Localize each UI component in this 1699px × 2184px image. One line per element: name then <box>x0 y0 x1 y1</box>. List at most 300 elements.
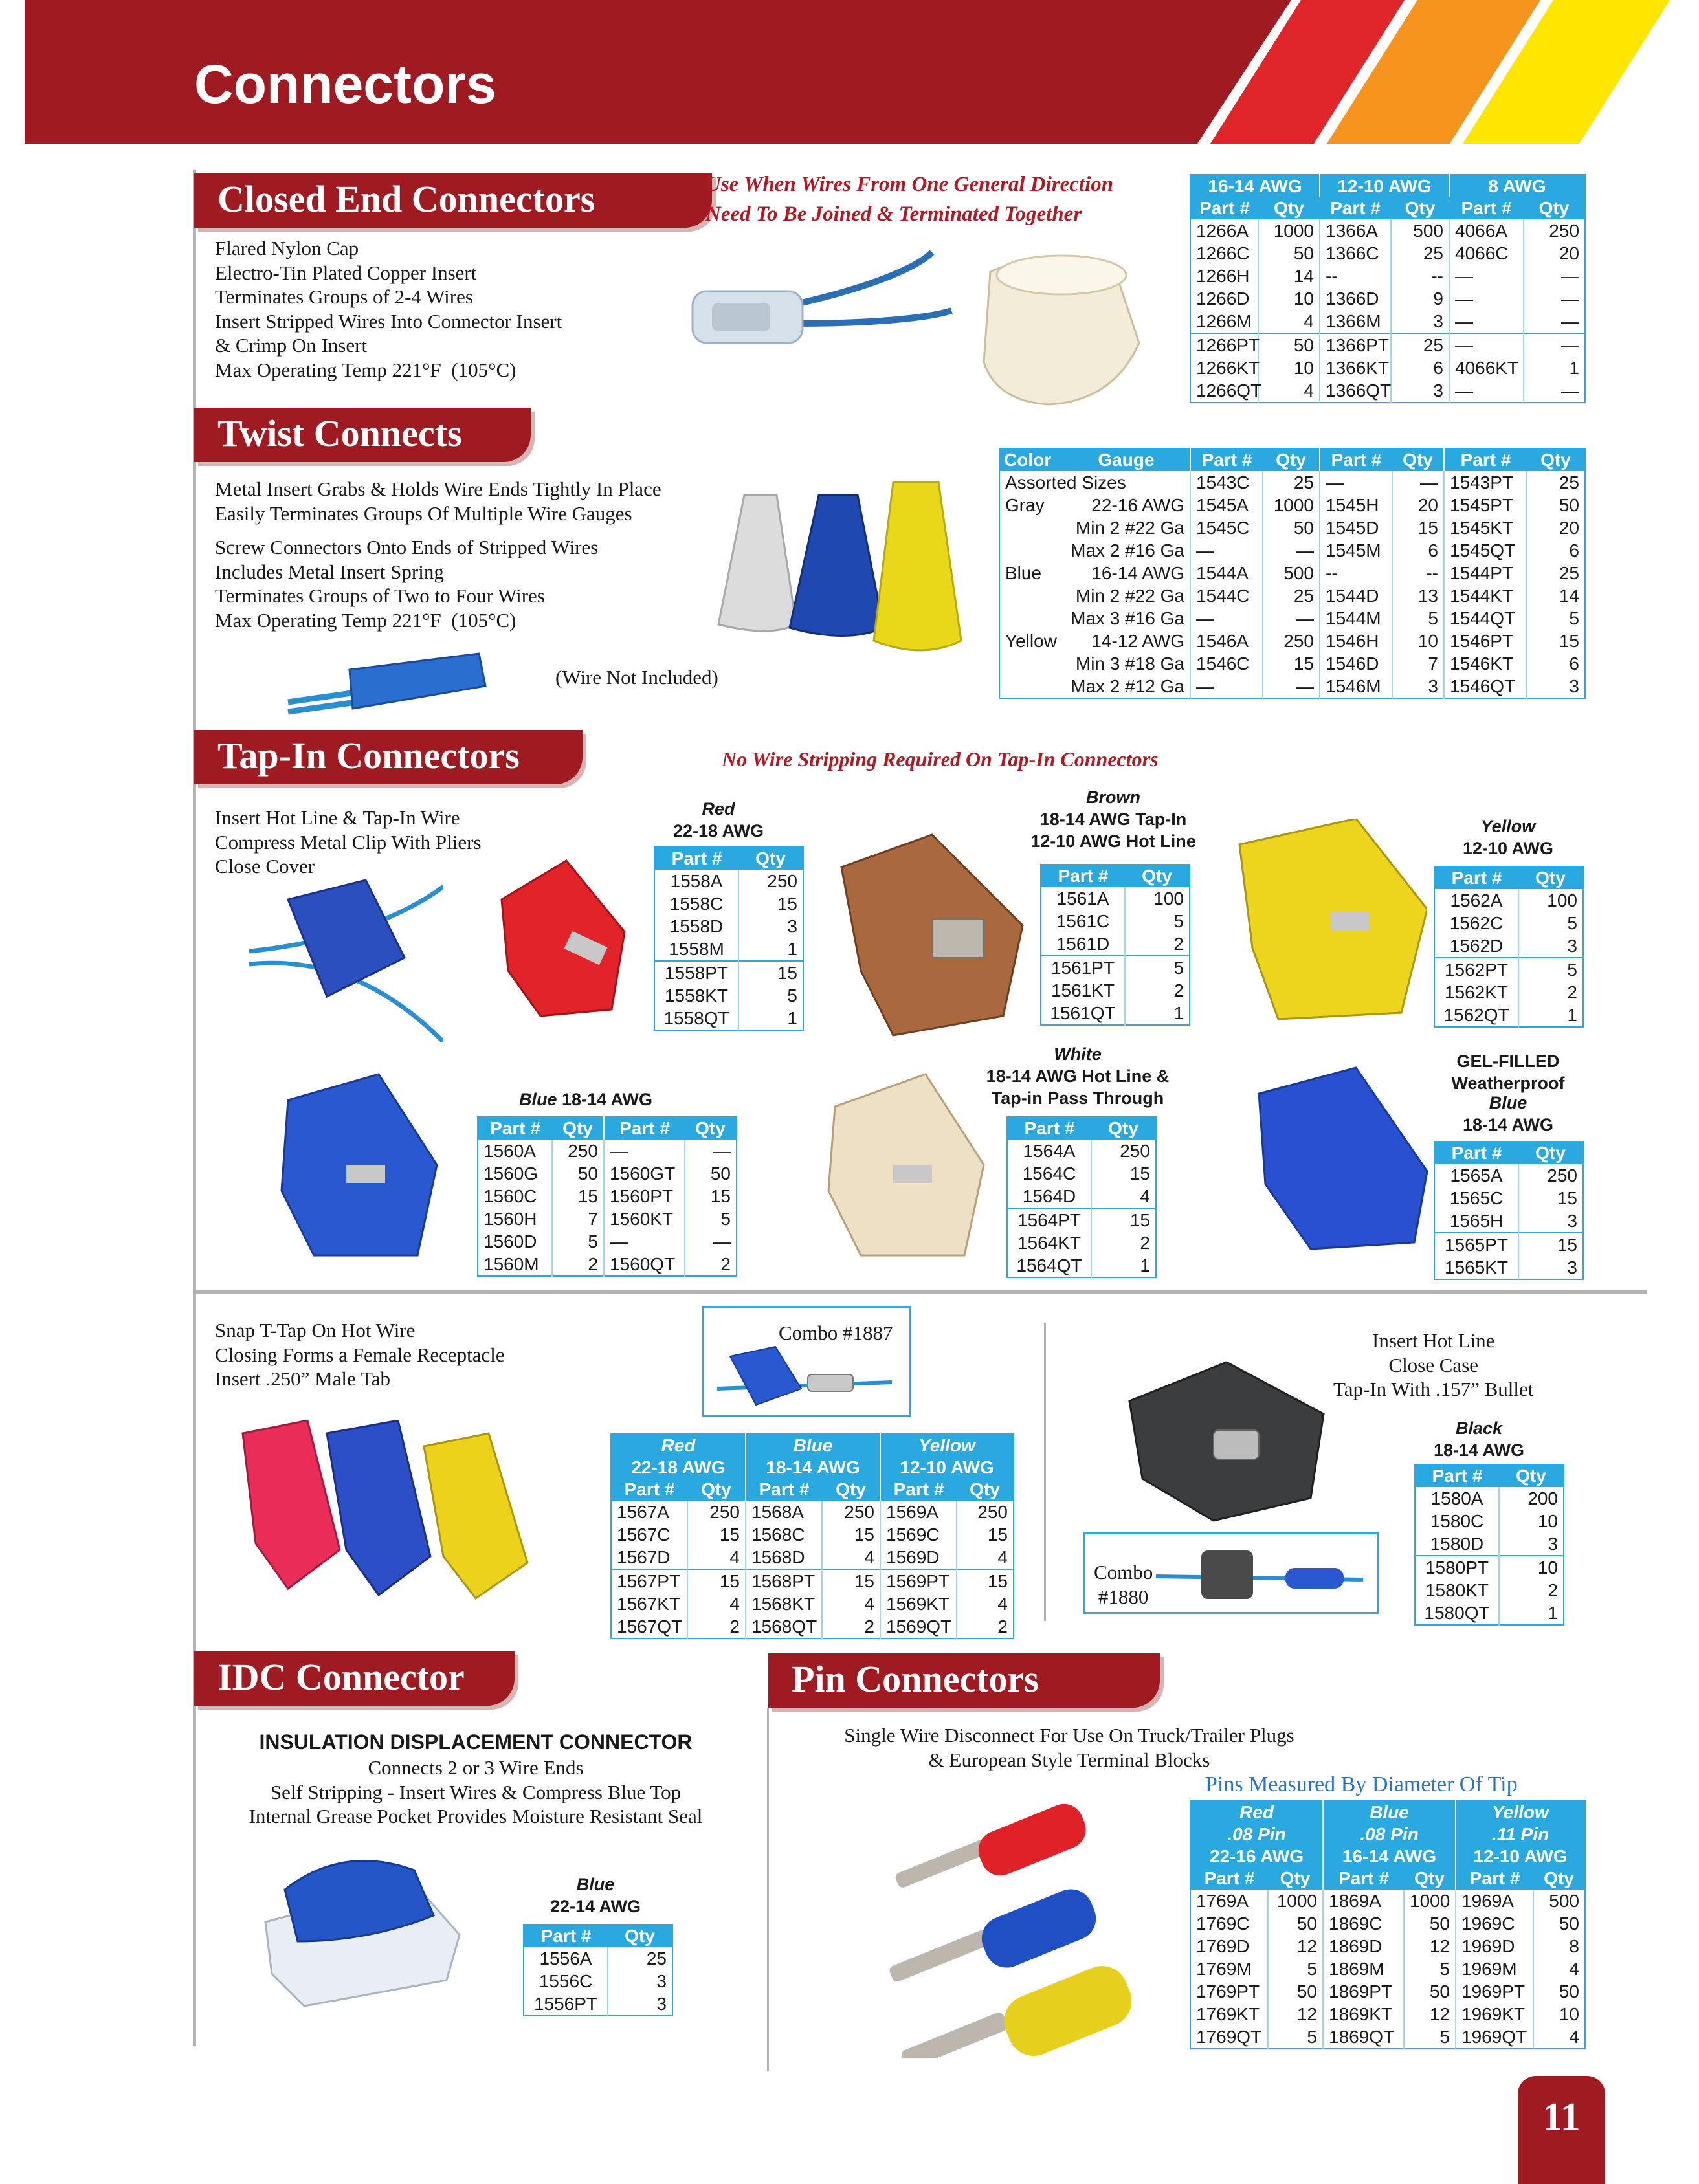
table-cell: Blue <box>1005 563 1042 583</box>
table-row <box>999 516 1585 539</box>
table-cell: 1546A <box>1190 630 1263 652</box>
table-cell: 5 <box>1404 1958 1456 1980</box>
combo-1887-label: Combo #1887 <box>779 1321 893 1344</box>
table-cell: 1564D <box>1022 1186 1076 1206</box>
idc-caption-color: Blue <box>576 1875 615 1894</box>
table-cell: 1568D <box>746 1546 822 1569</box>
gel-caption-gauge: 18-14 AWG <box>1462 1115 1554 1134</box>
table-row <box>999 652 1585 675</box>
table-row <box>654 915 803 938</box>
bullet-table <box>1414 1464 1564 1626</box>
col-part: Part # <box>1444 448 1527 471</box>
table-row <box>478 1185 737 1208</box>
table-row <box>611 1615 1014 1638</box>
col-part: Part # <box>1320 197 1391 219</box>
table-cell: 2 <box>957 1615 1014 1638</box>
table-cell: — <box>1449 265 1524 287</box>
col-qty: Qty <box>1518 1142 1583 1164</box>
table-cell: 1266D <box>1196 289 1250 309</box>
col-part: Part # <box>654 847 738 870</box>
table-cell: 1546C <box>1190 652 1263 675</box>
table-cell: 1 <box>1499 1602 1564 1625</box>
blue-twist-connector <box>790 495 883 636</box>
twist-wire-note: (Wire Not Included) <box>555 666 718 689</box>
table-row <box>654 938 803 961</box>
table-cell: — <box>1524 265 1585 287</box>
col-part: Part # <box>604 1117 685 1140</box>
table-cell: 1558M <box>669 939 724 959</box>
table-cell: 1 <box>1125 1002 1190 1025</box>
table-cell: 2 <box>685 1253 737 1276</box>
blue-tapin-image <box>275 1068 443 1262</box>
table-row <box>654 892 803 915</box>
gel-caption-title: GEL-FILLED <box>1456 1052 1560 1071</box>
table-row <box>1415 1556 1564 1579</box>
closed-end-description: Flared Nylon Cap Electro-Tin Plated Copper Insert Terminates Groups of 2-4 Wires Insert Stripped Wires Into Connector Insert & Crimp On Insert Max Operating Temp 221°F (105°C) <box>215 237 562 381</box>
table-row <box>1007 1140 1156 1162</box>
table-cell: 1545D <box>1320 516 1392 539</box>
table-row <box>1190 1958 1585 1980</box>
table-cell: 1266M <box>1196 311 1252 331</box>
table-cell: 15 <box>1091 1162 1156 1185</box>
combo-1880-box <box>1083 1532 1379 1614</box>
table-row <box>524 1947 672 1970</box>
table-cell: 1545A <box>1190 494 1263 516</box>
table-cell: 1869C <box>1323 1912 1404 1935</box>
idc-heading: INSULATION DISPLACEMENT CONNECTOR <box>259 1730 693 1754</box>
table-cell: 15 <box>1527 630 1585 652</box>
yellow-twist-connector <box>874 482 961 650</box>
table-cell: 20 <box>1524 242 1585 265</box>
table-row <box>478 1208 737 1230</box>
yellow-pin-tip <box>900 2011 1009 2058</box>
table-cell: 1769M <box>1196 1959 1252 1979</box>
black-case-small <box>1201 1550 1253 1599</box>
twist-table <box>999 448 1586 699</box>
twist-banner: Twist Connects <box>194 408 531 462</box>
table-cell: 4 <box>822 1546 880 1569</box>
table-row <box>1041 932 1190 956</box>
table-cell: 5 <box>1518 912 1583 934</box>
bullet-caption-color: Black <box>1455 1418 1503 1438</box>
table-cell: 1544KT <box>1444 584 1527 607</box>
col-part: Part # <box>1456 1868 1533 1890</box>
table-cell: 1869M <box>1323 1958 1404 1980</box>
table-cell: 4 <box>957 1593 1014 1615</box>
table-cell: 3 <box>608 1992 672 2016</box>
table-cell: 3 <box>1518 934 1583 958</box>
table-cell: 1869QT <box>1323 2025 1404 2049</box>
col-group-blue-gauge: 18-14 AWG <box>746 1457 880 1479</box>
table-cell: 25 <box>1391 242 1449 265</box>
table-cell: 2 <box>1499 1579 1564 1602</box>
table-row <box>1190 310 1585 333</box>
table-cell: — <box>1524 333 1585 357</box>
table-row <box>1041 910 1190 932</box>
table-cell <box>999 675 1063 698</box>
table-cell: — <box>604 1140 685 1162</box>
table-cell: 1560GT <box>604 1162 685 1185</box>
pin-note: Pins Measured By Diameter Of Tip <box>1205 1772 1518 1796</box>
table-cell: 15 <box>1392 516 1444 539</box>
table-cell: 15 <box>738 892 803 915</box>
table-row <box>611 1569 1014 1593</box>
cap-rim <box>997 256 1126 294</box>
table-cell: — <box>1320 471 1392 494</box>
table-cell: 10 <box>1499 1556 1564 1579</box>
table-cell: 1546H <box>1320 630 1392 652</box>
col-part: Part # <box>1190 448 1263 471</box>
col-group-red: Red <box>1190 1801 1323 1824</box>
table-cell: 1567D <box>617 1547 671 1567</box>
twist-with-wire-image <box>285 641 498 718</box>
table-cell: 1869D <box>1323 1935 1404 1958</box>
closed-end-image <box>686 246 1152 421</box>
table-cell: 50 <box>1527 494 1585 516</box>
gel-tapin-table <box>1434 1141 1584 1280</box>
table-row <box>1415 1532 1564 1556</box>
page-title: Connectors <box>194 54 496 115</box>
table-cell: 1266PT <box>1190 333 1258 357</box>
table-cell: 1560KT <box>604 1208 685 1230</box>
table-cell: 12 <box>1268 2003 1323 2025</box>
tapin-note: No Wire Stripping Required On Tap-In Connectors <box>722 747 1159 771</box>
gel-tapin-image <box>1252 1061 1434 1255</box>
table-cell: 25 <box>1527 562 1585 584</box>
red-pin-tip <box>894 1838 990 1889</box>
table-cell: 500 <box>1391 219 1449 242</box>
table-cell: 1565PT <box>1434 1233 1518 1256</box>
table-cell: — <box>685 1230 737 1253</box>
table-row <box>478 1253 737 1276</box>
col-qty: Qty <box>738 847 803 870</box>
table-cell: 1545QT <box>1444 539 1527 562</box>
table-cell: 250 <box>1524 219 1585 242</box>
table-cell: 1545H <box>1320 494 1392 516</box>
pin-description: Single Wire Disconnect For Use On Truck/Trailer Plugs & European Style Terminal Blocks <box>844 1724 1294 1771</box>
table-cell: 1562QT <box>1443 1005 1509 1025</box>
combo-1880-label: Combo #1880 <box>1094 1561 1153 1608</box>
table-cell: 1545C <box>1190 516 1263 539</box>
table-cell: 15 <box>738 961 803 984</box>
table-row <box>1434 1004 1583 1027</box>
table-cell: 2 <box>1518 981 1583 1004</box>
table-cell: 1000 <box>1263 494 1320 516</box>
table-cell: 50 <box>685 1162 737 1185</box>
table-cell: Min 2 #22 Ga <box>1075 518 1184 538</box>
table-cell: 1969M <box>1456 1958 1533 1980</box>
metal-clip <box>346 1165 385 1183</box>
table-cell: — <box>1190 675 1263 698</box>
table-cell: — <box>685 1140 737 1162</box>
table-cell: 1558D <box>669 916 724 936</box>
table-cell: 1560M <box>483 1254 539 1274</box>
col-qty: Qty <box>1091 1117 1156 1140</box>
table-row <box>1434 934 1583 958</box>
col-group-yellow: Yellow <box>1456 1801 1585 1824</box>
table-cell: 3 <box>1391 310 1449 333</box>
table-cell: 2 <box>1125 979 1190 1002</box>
table-cell: 1560G <box>483 1164 539 1184</box>
table-cell: 4066C <box>1449 242 1524 265</box>
white-tapin-table <box>1006 1116 1157 1278</box>
yellow-snap-tap <box>424 1433 527 1598</box>
table-cell: Max 3 #16 Ga <box>1071 608 1184 628</box>
table-cell: 4 <box>687 1546 746 1569</box>
table-cell: 15 <box>1518 1233 1583 1256</box>
table-cell: 1769KT <box>1196 2004 1260 2024</box>
col-part: Part # <box>1190 197 1258 219</box>
table-cell: 200 <box>1499 1487 1564 1510</box>
col-part: Part # <box>1323 1868 1404 1890</box>
col-qty: Qty <box>1499 1464 1564 1487</box>
table-cell: 4 <box>1533 2025 1585 2049</box>
table-cell: 1567QT <box>617 1616 683 1637</box>
table-cell: 1266QT <box>1196 381 1262 401</box>
snap-table <box>610 1433 1014 1639</box>
blue-caption-gauge: 18-14 AWG <box>561 1090 653 1109</box>
col-group-red-gauge: 22-16 AWG <box>1190 1846 1323 1868</box>
table-cell: Min 3 #18 Ga <box>1075 654 1184 674</box>
table-cell: 1545PT <box>1444 494 1527 516</box>
table-cell: 1366KT <box>1320 357 1391 379</box>
table-cell: 50 <box>1268 1912 1323 1935</box>
table-cell: 1769PT <box>1196 1981 1260 2002</box>
table-cell: 16-14 AWG <box>1091 563 1184 583</box>
closed-end-banner: Closed End Connectors <box>194 173 712 228</box>
brown-tapin-image <box>835 828 1029 1042</box>
table-cell: 1546M <box>1320 675 1392 698</box>
table-cell: 1561A <box>1056 888 1109 909</box>
metal-clip <box>893 1165 932 1183</box>
table-row <box>478 1230 737 1253</box>
table-cell: 1558KT <box>664 986 729 1006</box>
blue-tapin-body <box>288 880 405 997</box>
table-row <box>1190 1890 1585 1912</box>
col-part: Part # <box>1434 866 1518 889</box>
col-color: Color <box>999 448 1063 471</box>
table-cell <box>999 516 1063 539</box>
table-cell: 1560C <box>483 1186 537 1206</box>
table-cell: 15 <box>687 1523 746 1546</box>
blue-tapin-table <box>477 1116 737 1277</box>
blue-caption <box>479 1088 693 1110</box>
table-cell: 1546D <box>1320 652 1392 675</box>
bullet-connector-image <box>1116 1343 1337 1524</box>
table-cell: 1544PT <box>1444 562 1527 584</box>
table-cell: — <box>1449 379 1524 403</box>
table-cell: Min 2 #22 Ga <box>1075 586 1184 606</box>
table-row <box>999 471 1585 494</box>
col-group-red-gauge: 22-18 AWG <box>611 1457 746 1479</box>
table-cell: 1 <box>1524 357 1585 379</box>
table-cell: 1556C <box>539 1971 593 1991</box>
table-cell: 10 <box>1392 630 1444 652</box>
table-row <box>1190 265 1585 287</box>
blue-caption-color: Blue <box>518 1090 557 1109</box>
table-cell: 1969PT <box>1456 1980 1533 2003</box>
table-cell: 4 <box>687 1593 746 1615</box>
table-cell: 1564QT <box>1016 1255 1082 1275</box>
table-cell: — <box>1524 310 1585 333</box>
table-cell: 1969C <box>1456 1912 1533 1935</box>
table-row <box>1434 1256 1583 1279</box>
table-cell: 1000 <box>1258 219 1320 242</box>
pin-table <box>1190 1800 1586 2049</box>
table-cell: 3 <box>1392 675 1444 698</box>
table-row <box>654 984 803 1007</box>
twist-connectors-image <box>705 476 964 657</box>
col-qty: Qty <box>1391 197 1449 219</box>
table-cell: 1556A <box>539 1948 592 1969</box>
brown-caption-tapin: 18-14 AWG Tap-In <box>1039 810 1187 829</box>
col-part: Part # <box>1007 1117 1091 1140</box>
table-cell: 5 <box>1527 607 1585 630</box>
table-cell: 250 <box>552 1140 604 1162</box>
table-cell: 1568QT <box>746 1615 822 1638</box>
table-cell: 1366A <box>1320 219 1391 242</box>
table-cell: 1544C <box>1190 584 1263 607</box>
table-cell: 4066KT <box>1449 357 1524 379</box>
col-group-yellow-pin: .11 Pin <box>1456 1824 1585 1846</box>
table-row <box>999 607 1585 630</box>
table-cell: 6 <box>1527 652 1585 675</box>
table-cell: 5 <box>1392 607 1444 630</box>
table-cell: 5 <box>1268 1958 1323 1980</box>
table-cell: 10 <box>1258 287 1320 310</box>
table-cell: 5 <box>1268 2025 1323 2049</box>
table-cell: 25 <box>1263 584 1320 607</box>
table-cell: 15 <box>957 1523 1014 1546</box>
snap-description: Snap T-Tap On Hot Wire Closing Forms a Female Receptacle Insert .250” Male Tab <box>215 1319 505 1390</box>
table-cell: 1545KT <box>1444 516 1527 539</box>
table-cell: 1969KT <box>1456 2003 1533 2025</box>
gel-caption-color: Blue <box>1489 1093 1527 1112</box>
table-row <box>1434 1209 1583 1233</box>
table-row <box>999 494 1585 516</box>
table-cell: 1869A <box>1323 1890 1404 1912</box>
col-qty: Qty <box>687 1479 746 1501</box>
closed-end-table <box>1190 174 1586 403</box>
closed-end-note: Use When Wires From One General Direction Need To Be Joined & Terminated Together <box>705 173 1114 226</box>
blue-twist-connector-small <box>350 654 485 709</box>
table-row <box>999 539 1585 562</box>
table-cell: 1580KT <box>1425 1580 1489 1600</box>
table-cell: 50 <box>1268 1980 1323 2003</box>
table-cell: 1544A <box>1190 562 1263 584</box>
table-cell: 1543C <box>1190 471 1263 494</box>
table-cell: 1969D <box>1456 1935 1533 1958</box>
table-cell: — <box>604 1230 685 1253</box>
table-cell: 1568PT <box>746 1569 822 1593</box>
combo-1880-image <box>1156 1547 1376 1605</box>
table-cell: 1 <box>1091 1254 1156 1277</box>
table-cell: 250 <box>957 1501 1014 1523</box>
table-row <box>1434 889 1583 912</box>
table-cell: Gray <box>1005 495 1045 515</box>
col-qty: Qty <box>1533 1868 1585 1890</box>
col-qty: Qty <box>1518 866 1583 889</box>
table-row <box>1190 2025 1585 2049</box>
col-part: Part # <box>880 1479 957 1501</box>
table-cell: 1561D <box>1056 934 1110 954</box>
table-row <box>1190 333 1585 357</box>
table-row <box>611 1546 1014 1569</box>
table-cell: 3 <box>1527 675 1585 698</box>
red-pin-sleeve <box>973 1798 1092 1882</box>
table-cell: 1869PT <box>1323 1980 1404 2003</box>
combo-1887-image <box>717 1343 905 1415</box>
red-tapin-image <box>489 854 650 1022</box>
table-cell <box>999 539 1063 562</box>
table-cell: 250 <box>822 1501 880 1523</box>
table-cell: 2 <box>1091 1231 1156 1254</box>
table-row <box>1190 1980 1585 2003</box>
table-row <box>1415 1579 1564 1602</box>
table-cell: Yellow <box>1005 631 1057 651</box>
col-group-blue: Blue <box>746 1434 880 1457</box>
red-caption-color: Red <box>702 799 735 819</box>
table-cell: 3 <box>1391 379 1449 403</box>
table-cell: 1564KT <box>1017 1233 1082 1253</box>
table-cell: 1546KT <box>1444 652 1527 675</box>
col-qty: Qty <box>608 1925 672 1947</box>
table-cell: 2 <box>552 1253 604 1276</box>
blue-bullet <box>1285 1568 1344 1589</box>
col-qty: Qty <box>685 1117 737 1140</box>
table-cell: 15 <box>1091 1208 1156 1231</box>
idc-description: Connects 2 or 3 Wire Ends Self Stripping - Insert Wires & Compress Blue Top Internal Grease Pocket Provides Moisture Resistant Seal <box>249 1756 703 1827</box>
table-cell: — <box>1263 675 1320 698</box>
table-cell: — <box>1392 471 1444 494</box>
table-cell: 12 <box>1404 2003 1456 2025</box>
table-cell: 1545M <box>1320 539 1392 562</box>
table-cell: 1568KT <box>746 1593 822 1615</box>
table-row <box>611 1593 1014 1615</box>
blue-wire <box>796 252 932 304</box>
table-cell: 1266H <box>1196 266 1250 286</box>
table-cell: 5 <box>1404 2025 1456 2049</box>
table-cell: 10 <box>1499 1510 1564 1532</box>
male-tab <box>808 1374 853 1391</box>
table-cell: 15 <box>1263 652 1320 675</box>
table-cell: 1580QT <box>1424 1603 1490 1623</box>
table-cell: 250 <box>687 1501 746 1523</box>
table-cell: 1580C <box>1430 1511 1484 1531</box>
table-cell: 25 <box>1527 471 1585 494</box>
table-cell: 6 <box>1392 539 1444 562</box>
blue-wire <box>717 1382 892 1389</box>
twist-description-2: Screw Connectors Onto Ends of Stripped Wires Includes Metal Insert Spring Terminates Groups of Two to Four Wires Max Operating Temp 221°F (105°C) <box>215 536 599 632</box>
table-row <box>1434 1164 1583 1187</box>
col-group-red-pin: .08 Pin <box>1190 1824 1323 1846</box>
gel-caption-weatherproof: Weatherproof <box>1451 1074 1565 1093</box>
table-cell: 2 <box>822 1615 880 1638</box>
table-row <box>654 1007 803 1030</box>
col-qty: Qty <box>1125 865 1190 887</box>
table-cell: — <box>1190 539 1263 562</box>
twist-description-1: Metal Insert Grabs & Holds Wire Ends Tightly In Place Easily Terminates Groups Of Multiple Wire Gauges <box>215 478 661 525</box>
table-cell: 50 <box>1533 1912 1585 1935</box>
table-cell: 1565KT <box>1444 1257 1509 1277</box>
yellow-tapin-table <box>1434 866 1584 1028</box>
table-cell: 1561C <box>1056 911 1110 931</box>
col-qty: Qty <box>1268 1868 1323 1890</box>
table-cell: 1544D <box>1320 584 1392 607</box>
table-cell: — <box>1524 287 1585 310</box>
white-caption-hotline: 18-14 AWG Hot Line & <box>986 1066 1170 1086</box>
pin-connectors-image <box>887 1786 1184 2058</box>
